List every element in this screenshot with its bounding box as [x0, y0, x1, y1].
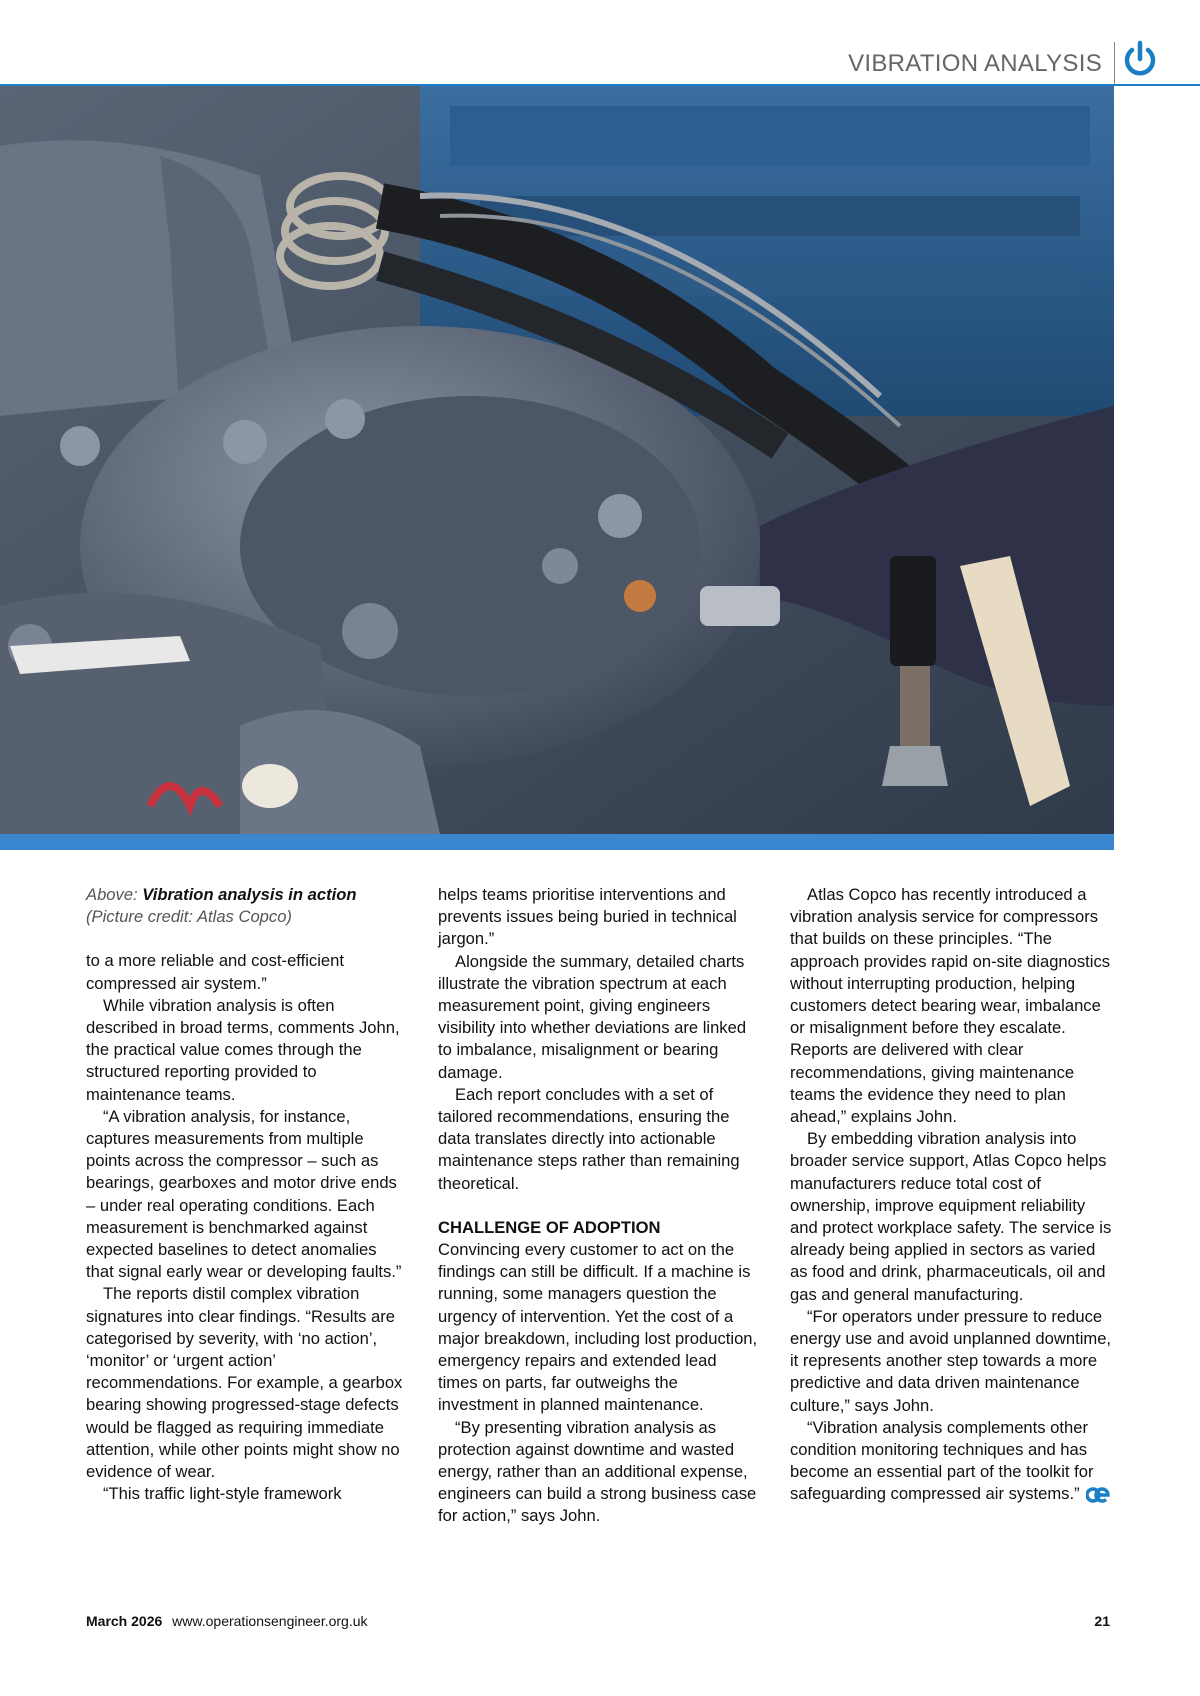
compressor-photo: [0, 86, 1114, 834]
paragraph: helps teams prioritise interventions and prevents issues being buried in technical jargon.”: [438, 885, 737, 949]
caption-credit: (Picture credit: Atlas Copco): [86, 907, 292, 927]
paragraph: “A vibration analysis, for instance, captures measurements from multiple points across the compressor – such as bearings, gearboxes and motor drive ends – under real operating conditions. Each measurement is benchmarked against expected baselines to detect anomalies that signal early wear or developing faults.”: [86, 1106, 402, 1282]
final-paragraph: [790, 1417, 1112, 1506]
paragraph: Convincing every customer to act on the findings can still be difficult. If a machine is running, some managers question the urgency of intervention. Yet the cost of a major breakdown, including lost production, emergency repairs and extended lead times on parts, far outweighs the investment in planned maintenance.: [438, 1240, 758, 1415]
caption-prefix: Above:: [86, 885, 143, 904]
paragraph: While vibration analysis is often described in broad terms, comments John, the practical value comes through the structured reporting provided to maintenance teams.: [86, 995, 400, 1104]
website-link[interactable]: www.operationsengineer.org.uk: [172, 1613, 368, 1629]
power-icon: [1120, 40, 1160, 80]
oe-logo-icon: [1086, 1487, 1110, 1503]
paragraph: Atlas Copco has recently introduced a vibration analysis service for compressors that builds on these principles. “The approach provides rapid on-site diagnostics without interrupting production, helping customers detect bearing wear, imbalance or misalignment before they escalate. Reports are delivered with clear recommendations, giving maintenance teams the evidence they need to plan ahead,” explains John.: [790, 885, 1111, 1127]
photo-illustration: [0, 86, 1114, 834]
paragraph: “This traffic light-style framework: [103, 1484, 342, 1504]
photo-bottom-bar: [0, 834, 1114, 850]
caption-title: Vibration analysis in action: [142, 885, 357, 904]
photo-caption: [86, 884, 408, 928]
paragraph: to a more reliable and cost-efficient compressed air system.”: [86, 951, 344, 993]
paragraph: Alongside the summary, detailed charts illustrate the vibration spectrum at each measurement point, giving engineers visibility into whether deviations are linked to imbalance, misalignment or bearing damage.: [438, 951, 747, 1082]
paragraph: By embedding vibration analysis into broader service support, Atlas Copco helps manufacturers reduce total cost of ownership, improve equipment reliability and protect workplace safety. The service is already being applied in sectors as varied as food and drink, pharmaceuticals, oil and gas and general manufacturing.: [790, 1129, 1112, 1304]
subheading: CHALLENGE OF ADOPTION: [438, 1217, 661, 1237]
page-footer: [86, 1613, 1110, 1629]
page-number: 21: [1094, 1613, 1110, 1629]
header-divider: [1114, 42, 1115, 84]
article-column-1: [86, 884, 408, 1505]
section-label: VIBRATION ANALYSIS: [848, 50, 1102, 77]
article-column-2: [438, 884, 760, 1528]
issue-date: March 2026: [86, 1613, 163, 1629]
article-column-3: [790, 884, 1112, 1506]
paragraph: “By presenting vibration analysis as protection against downtime and wasted energy, rather than an additional expense, engineers can build a strong business case for action,” says John.: [438, 1417, 757, 1526]
paragraph-text: “Vibration analysis complements other condition monitoring techniques and has become an essential part of the toolkit for safeguarding compressed air systems.”: [790, 1417, 1094, 1504]
paragraph: Each report concludes with a set of tailored recommendations, ensuring the data translates directly into actionable maintenance steps rather than remaining theoretical.: [438, 1084, 740, 1193]
paragraph: The reports distil complex vibration signatures into clear findings. “Results are categorised by severity, with ‘no action’, ‘monitor’ or ‘urgent action’ recommendations. For example, a gearbox bearing showing progressed-stage defects would be flagged as requiring immediate attention, while other points might show no evidence of wear.: [86, 1284, 403, 1482]
paragraph: “For operators under pressure to reduce energy use and avoid unplanned downtime, it represents another step towards a more predictive and data driven maintenance culture,” says John.: [790, 1306, 1112, 1415]
